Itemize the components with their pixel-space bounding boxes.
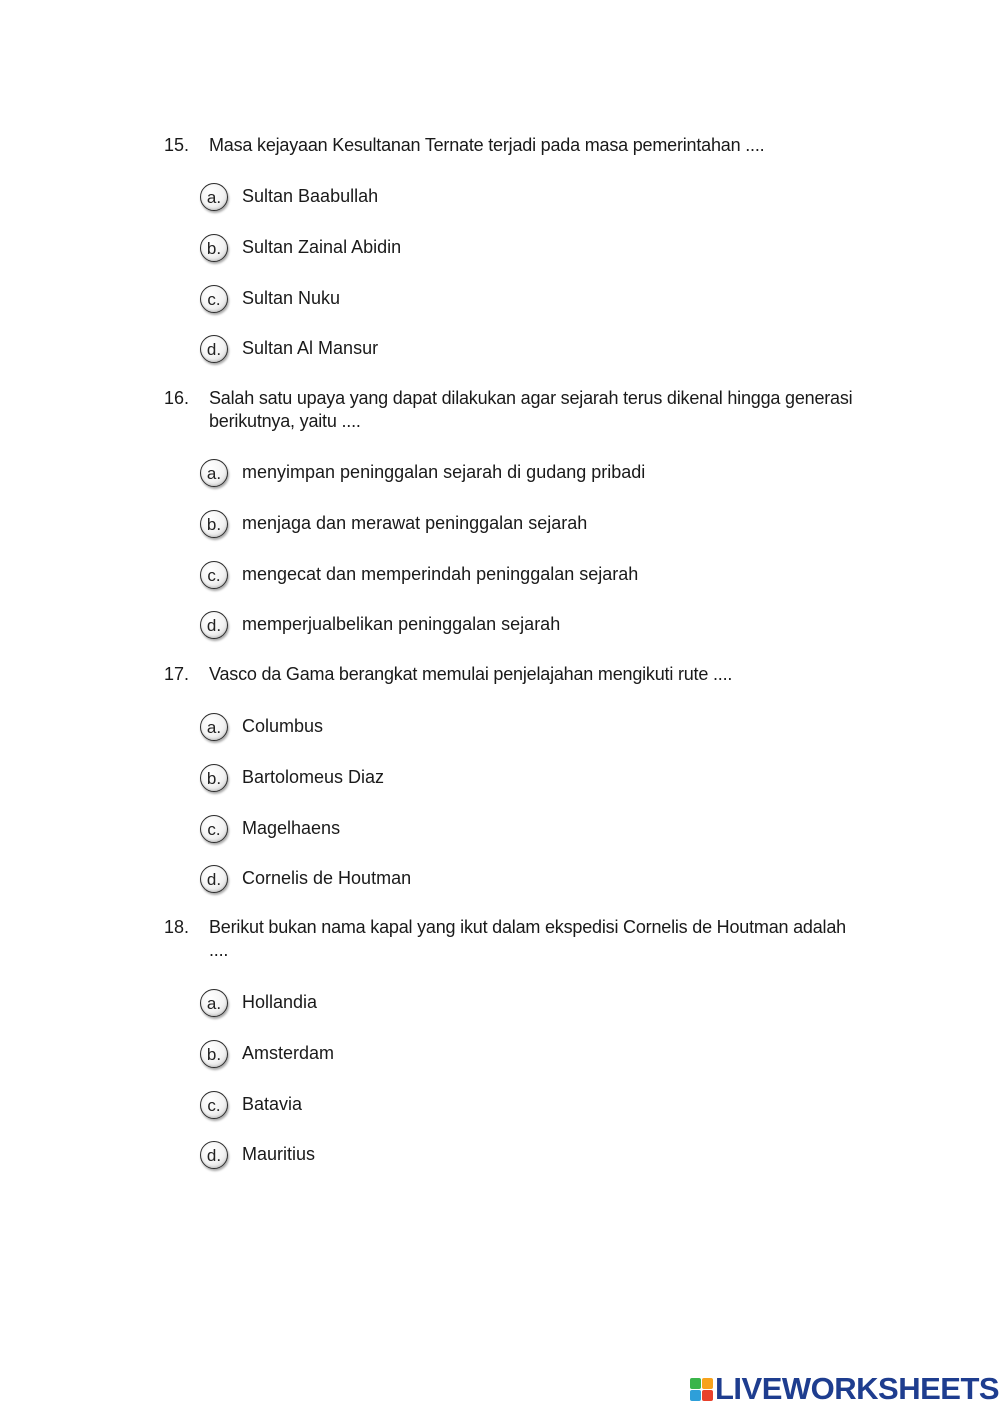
option-radio[interactable]: a. bbox=[200, 713, 228, 741]
question-text: Masa kejayaan Kesultanan Ternate terjadi pada masa pemerintahan .... bbox=[209, 135, 765, 155]
option-c[interactable] bbox=[200, 1091, 800, 1121]
option-text: Sultan Zainal Abidin bbox=[242, 237, 402, 257]
liveworksheets-logo bbox=[690, 1371, 999, 1406]
option-a[interactable] bbox=[200, 989, 800, 1019]
option-c[interactable] bbox=[200, 815, 800, 845]
option-text: Cornelis de Houtman bbox=[242, 868, 412, 888]
option-radio[interactable]: d. bbox=[200, 1141, 228, 1169]
option-radio[interactable]: c. bbox=[200, 815, 228, 843]
logo-text: LIVEWORKSHEETS bbox=[715, 1371, 999, 1406]
option-radio[interactable]: c. bbox=[200, 561, 228, 589]
logo-square-icon bbox=[690, 1378, 701, 1389]
option-text: Batavia bbox=[242, 1094, 303, 1114]
option-b[interactable] bbox=[200, 1040, 800, 1070]
option-text: Amsterdam bbox=[242, 1043, 335, 1063]
option-text: Sultan Baabullah bbox=[242, 186, 379, 206]
logo-square-icon bbox=[702, 1390, 713, 1401]
option-text: Sultan Nuku bbox=[242, 288, 341, 308]
logo-mark-icon bbox=[690, 1378, 714, 1402]
option-d[interactable] bbox=[200, 865, 800, 895]
option-radio[interactable]: d. bbox=[200, 335, 228, 363]
option-text: Hollandia bbox=[242, 992, 318, 1012]
option-radio[interactable]: b. bbox=[200, 510, 228, 538]
logo-square-icon bbox=[702, 1378, 713, 1389]
option-radio[interactable]: b. bbox=[200, 1040, 228, 1068]
option-d[interactable] bbox=[200, 611, 800, 641]
option-text: Sultan Al Mansur bbox=[242, 338, 379, 358]
option-text: Magelhaens bbox=[242, 818, 341, 838]
option-radio[interactable]: b. bbox=[200, 234, 228, 262]
question-number: 17. bbox=[164, 664, 190, 684]
option-radio[interactable]: a. bbox=[200, 183, 228, 211]
option-radio[interactable]: a. bbox=[200, 459, 228, 487]
option-text: menyimpan peninggalan sejarah di gudang pribadi bbox=[242, 462, 646, 482]
question-text: Vasco da Gama berangkat memulai penjelajahan mengikuti rute .... bbox=[209, 664, 733, 684]
question-text: Salah satu upaya yang dapat dilakukan agar sejarah terus dikenal hingga generasi berikutnya, yaitu .... bbox=[209, 388, 853, 431]
option-radio[interactable]: a. bbox=[200, 989, 228, 1017]
option-radio[interactable]: d. bbox=[200, 865, 228, 893]
question-number: 18. bbox=[164, 917, 190, 937]
option-text: memperjualbelikan peninggalan sejarah bbox=[242, 614, 561, 634]
option-d[interactable] bbox=[200, 1141, 800, 1171]
option-text: Columbus bbox=[242, 716, 324, 736]
option-a[interactable] bbox=[200, 459, 800, 489]
logo-square-icon bbox=[690, 1390, 701, 1401]
option-a[interactable] bbox=[200, 183, 800, 213]
option-text: menjaga dan merawat peninggalan sejarah bbox=[242, 513, 588, 533]
option-c[interactable] bbox=[200, 561, 800, 591]
question-number: 16. bbox=[164, 388, 190, 408]
option-text: Bartolomeus Diaz bbox=[242, 767, 385, 787]
option-radio[interactable]: c. bbox=[200, 1091, 228, 1119]
option-radio[interactable]: d. bbox=[200, 611, 228, 639]
option-text: mengecat dan memperindah peninggalan sejarah bbox=[242, 564, 639, 584]
question-text: Berikut bukan nama kapal yang ikut dalam ekspedisi Cornelis de Houtman adalah .... bbox=[209, 917, 846, 960]
option-b[interactable] bbox=[200, 510, 800, 540]
option-radio[interactable]: c. bbox=[200, 285, 228, 313]
question-number: 15. bbox=[164, 135, 190, 155]
option-d[interactable] bbox=[200, 335, 800, 365]
option-b[interactable] bbox=[200, 764, 800, 794]
option-c[interactable] bbox=[200, 285, 800, 315]
option-a[interactable] bbox=[200, 713, 800, 743]
option-radio[interactable]: b. bbox=[200, 764, 228, 792]
option-b[interactable] bbox=[200, 234, 800, 264]
option-text: Mauritius bbox=[242, 1144, 316, 1164]
